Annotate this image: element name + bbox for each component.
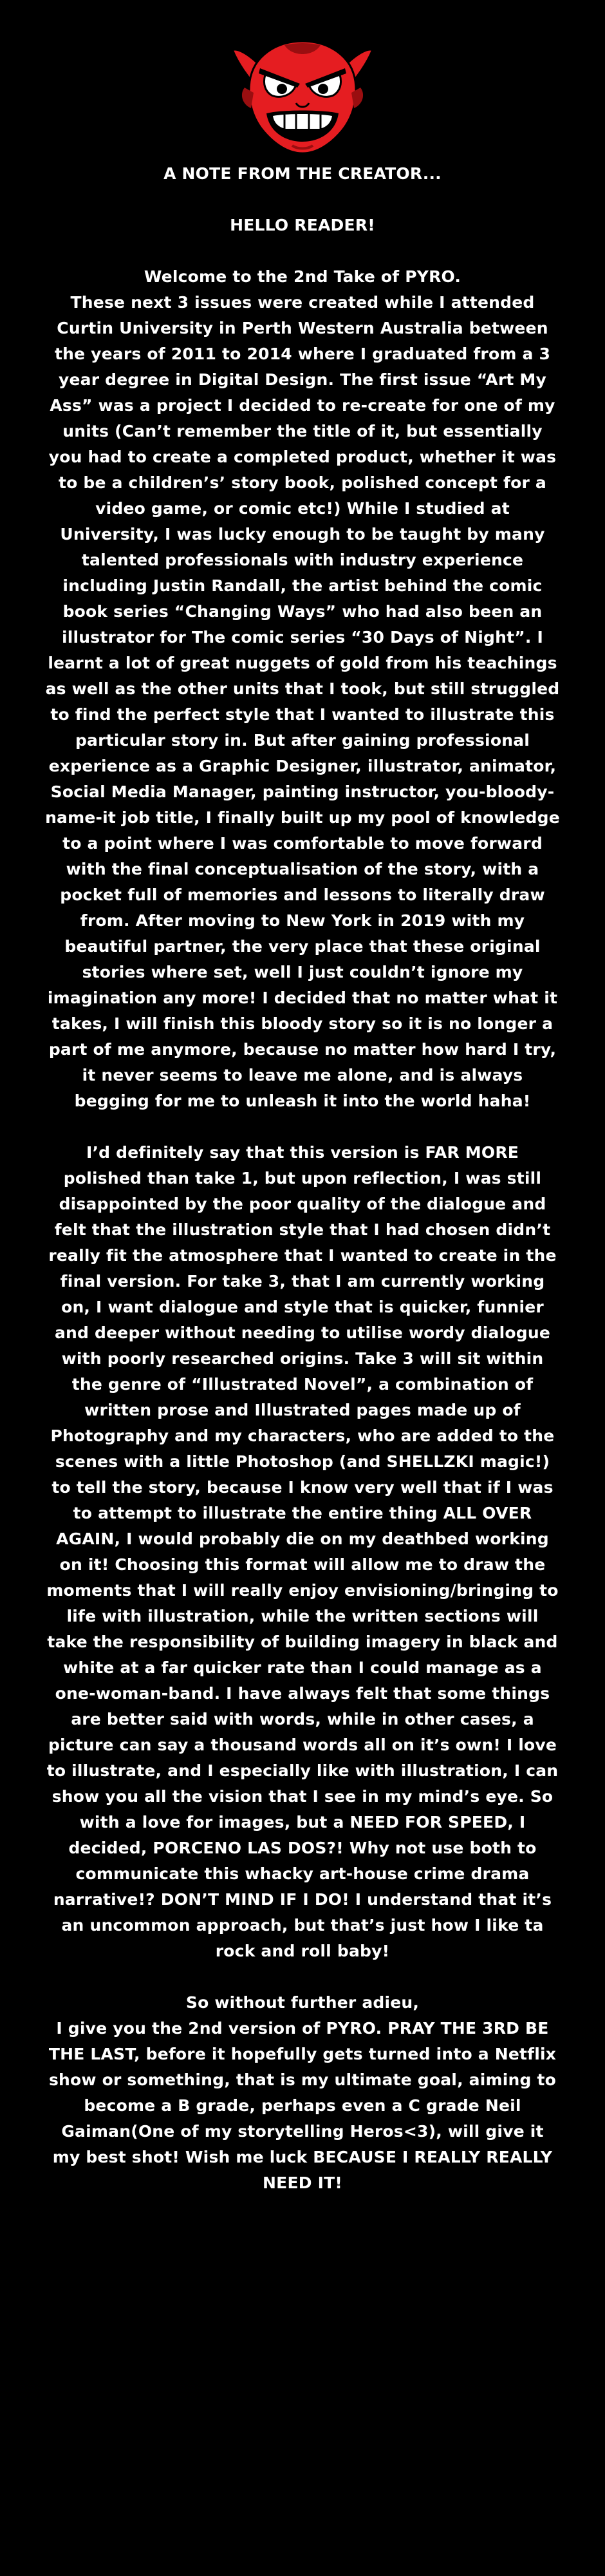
pyro-devil-logo-icon xyxy=(220,28,385,157)
creator-note xyxy=(45,161,560,2196)
spacer xyxy=(45,1964,560,1990)
spacer xyxy=(45,187,560,213)
note-paragraph-1: Welcome to the 2nd Take of PYRO. These next 3 issues were created while I attended Curtin University in Perth Western Australia between the years of 2011 to 2014 where I graduated from a 3 year degree in Digital Design. The first issue “Art My Ass” was a project I decided to re-create for one of my units (Can’t remember the title of it, but essentially you had to create a completed product, whether it was to be a children’s’ story book, polished concept for a video game, or comic etc!) While I studied at University, I was lucky enough to be taught by many talented professionals with industry experience including Justin Randall, the artist behind the comic book series “Changing Ways” who had also been an illustrator for The comic series “30 Days of Night”. I learnt a lot of great nuggets of gold from his teachings as well as the other units that I took, but still struggled to find the perfect style that I wanted to illustrate this particular story in. But after gaining professional experience as a Graphic Designer, illustrator, animator, Social Media Manager, painting instructor, you-bloody-name-it job title, I finally built up my pool of knowledge to a point where I was comfortable to move forward with the final conceptualisation of the story, with a pocket full of memories and lessons to literally draw from. After moving to New York in 2019 with my beautiful partner, the very place that these original stories where set, well I just couldn’t ignore my imagination any more! I decided that no matter what it takes, I will finish this bloody story so it is no longer a part of me anymore, because no matter how hard I try, it never seems to leave me alone, and is always begging for me to unleash it into the world haha! xyxy=(45,267,560,1110)
note-paragraph-2: I’d definitely say that this version is FAR MORE polished than take 1, but upon reflection, I was still disappointed by the poor quality of the dialogue and felt that the illustration style that I had chosen didn’t really fit the atmosphere that I wanted to create in the final version. For take 3, that I am currently working on, I want dialogue and style that is quicker, funnier and deeper without needing to utilise wordy dialogue with poorly researched origins. Take 3 will sit within the genre of “Illustrated Novel”, a combination of written prose and Illustrated pages made up of Photography and my characters, who are added to the scenes with a little Photoshop (and SHELLZKI magic!) to tell the story, because I know very well that if I was to attempt to illustrate the entire thing ALL OVER AGAIN, I would probably die on my deathbed working on it! Choosing this format will allow me to draw the moments that I will really enjoy envisioning/bringing to life with illustration, while the written sections will take the responsibility of building imagery in black and white at a far quicker rate than I could manage as a one-woman-band. I have always felt that some things are better said with words, while in other cases, a picture can say a thousand words all on it’s own! I love to illustrate, and I especially like with illustration, I can show you all the vision that I see in my mind’s eye. So with a love for images, but a NEED FOR SPEED, I decided, PORCENO LAS DOS?! Why not use both to communicate this whacky art-house crime drama narrative!? DON’T MIND IF I DO! I understand that it’s an uncommon approach, but that’s just how I like ta rock and roll baby! xyxy=(46,1143,559,1960)
spacer xyxy=(45,238,560,264)
note-header: A NOTE FROM THE CREATOR... xyxy=(163,164,442,183)
spacer xyxy=(45,1114,560,1140)
note-greeting: HELLO READER! xyxy=(230,216,375,234)
note-paragraph-3: So without further adieu, I give you the 2nd version of PYRO. PRAY THE 3RD BE THE LAST, before it hopefully gets turned into a Netflix show or something, that is my ultimate goal, aiming to become a B grade, perhaps even a C grade Neil Gaiman(One of my storytelling Heros<3), will give it my best shot! Wish me luck BECAUSE I REALLY REALLY NEED IT! xyxy=(48,1993,557,2192)
